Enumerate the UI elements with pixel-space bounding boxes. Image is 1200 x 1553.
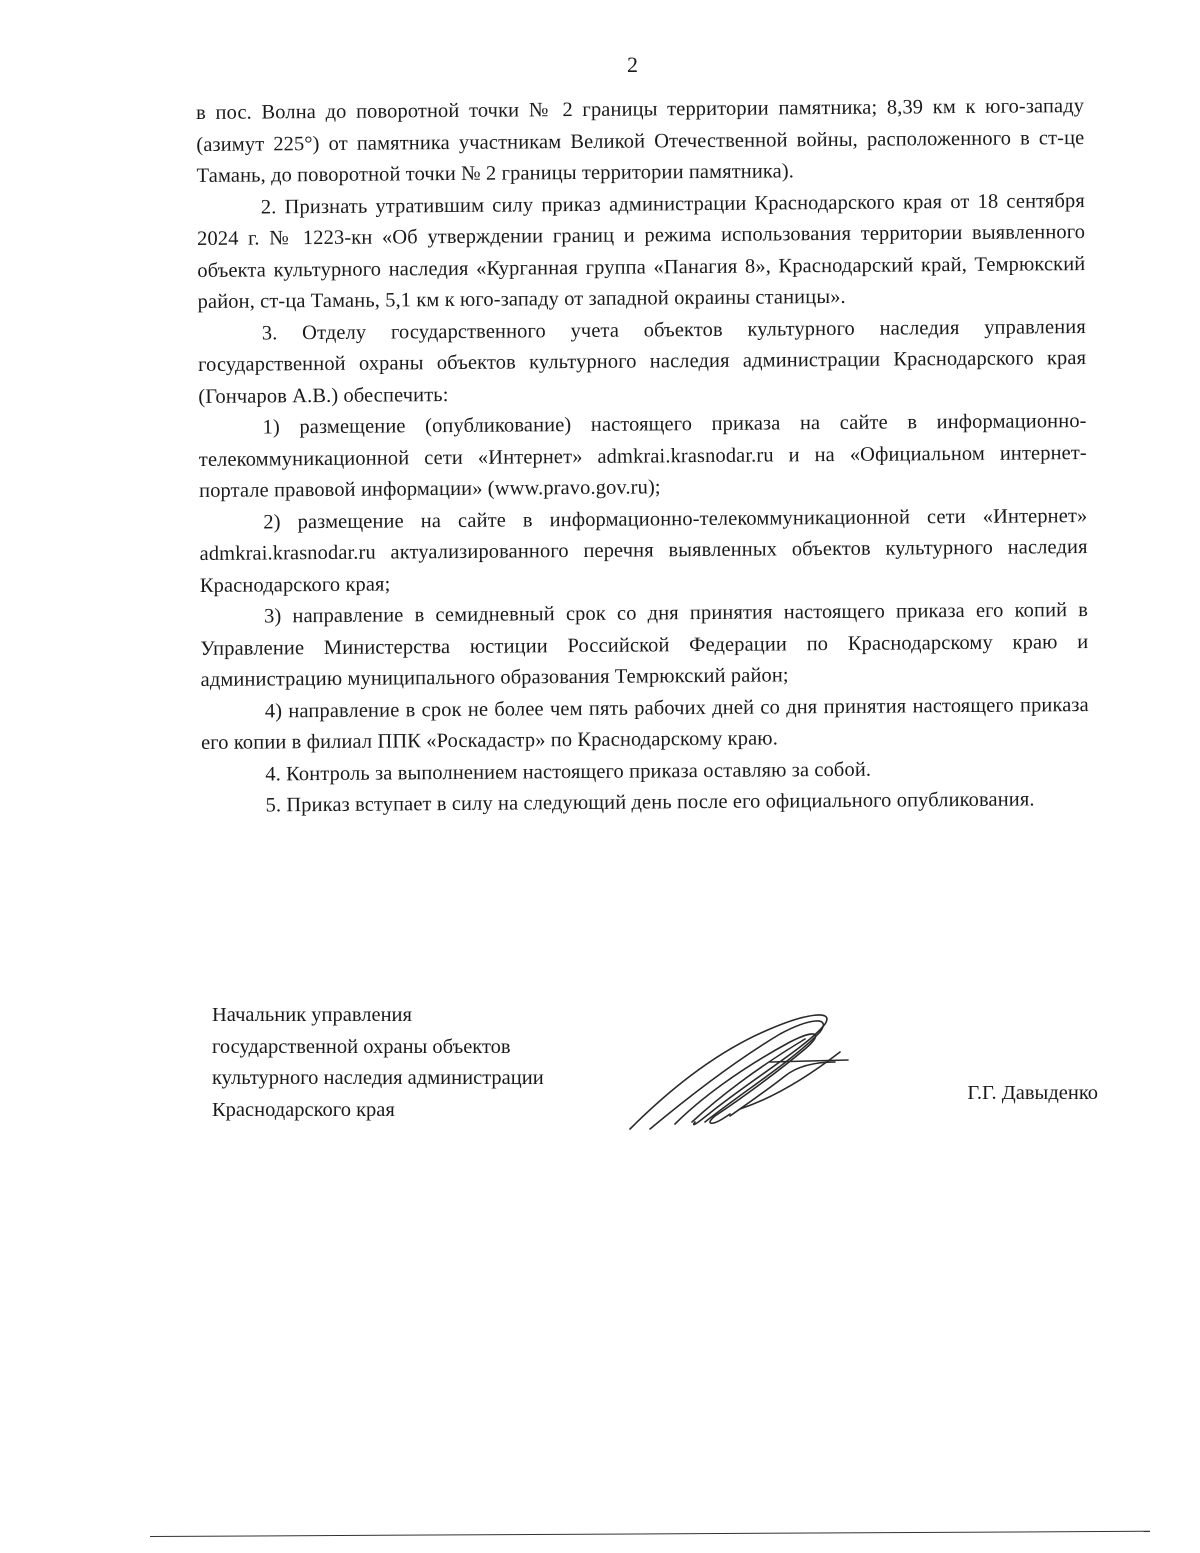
signer-position-line: Начальник управления	[212, 1004, 412, 1026]
paragraph-item-3: 3. Отделу государственного учета объектов культурного наследия управления государственной охраны объектов культурного наследия администрации Краснодарского края (Гончаров А.В.) обеспечить:	[198, 315, 1087, 408]
footer-rule	[150, 1531, 1150, 1537]
subitem-4: 4) направление в срок не более чем пять рабочих дней со дня принятия настоящего приказа его копии в филиал ППК «Роскадастр» по Краснодарскому краю.	[200, 693, 1089, 754]
subitem-3: 3) направление в семидневный срок со дня принятия настоящего приказа его копий в Управление Министерства юстиции Российской Федерации по Краснодарскому краю и администрацию муниципального образования Темрюкский район;	[200, 599, 1089, 691]
paragraph-item-2: 2. Признать утратившим силу приказ администрации Краснодарского края от 18 сентября 2024 г. № 1223-кн «Об утверждении границ и режима использования территории выявленного объекта культурного наследия «Курганная группа «Панагия 8», Краснодарский край, Темрюкский район, ст-ца Тамань, 5,1 км к юго-западу от западной окраины станицы».	[197, 189, 1086, 313]
signature-block	[212, 1000, 1098, 1140]
document-body	[196, 91, 1090, 822]
subitem-1: 1) размещение (опубликование) настоящего приказа на сайте в информационно-телекоммуникационной сети «Интернет» admkrai.krasnodar.ru и на «Официальном интернет-портале правовой информации» (www.pravo.gov.ru);	[198, 410, 1087, 502]
signer-position-line: культурного наследия администрации	[212, 1067, 544, 1089]
signer-name: Г.Г. Давыденко	[967, 1082, 1098, 1104]
paragraph-continuation: в пос. Волна до поворотной точки № 2 границы территории памятника; 8,39 км к юго-западу (азимут 225°) от памятника участникам Великой Отечественной войны, расположенного в ст-це Тамань, до поворотной точки № 2 границы территории памятника).	[196, 95, 1085, 187]
signer-position-line: государственной охраны объектов	[212, 1035, 511, 1058]
handwritten-signature	[620, 1004, 850, 1134]
paragraph-item-5: 5. Приказ вступает в силу на следующий день после его официального опубликования.	[265, 788, 1035, 817]
signer-position	[212, 1000, 672, 1126]
paragraph-item-4: 4. Контроль за выполнением настоящего приказа оставляю за собой.	[265, 758, 872, 785]
page-number: 2	[627, 52, 638, 77]
subitem-2: 2) размещение на сайте в информационно-телекоммуникационной сети «Интернет» admkrai.krasnodar.ru актуализированного перечня выявленных объектов культурного наследия Краснодарского края;	[199, 504, 1088, 597]
signer-position-line: Краснодарского края	[212, 1098, 395, 1121]
